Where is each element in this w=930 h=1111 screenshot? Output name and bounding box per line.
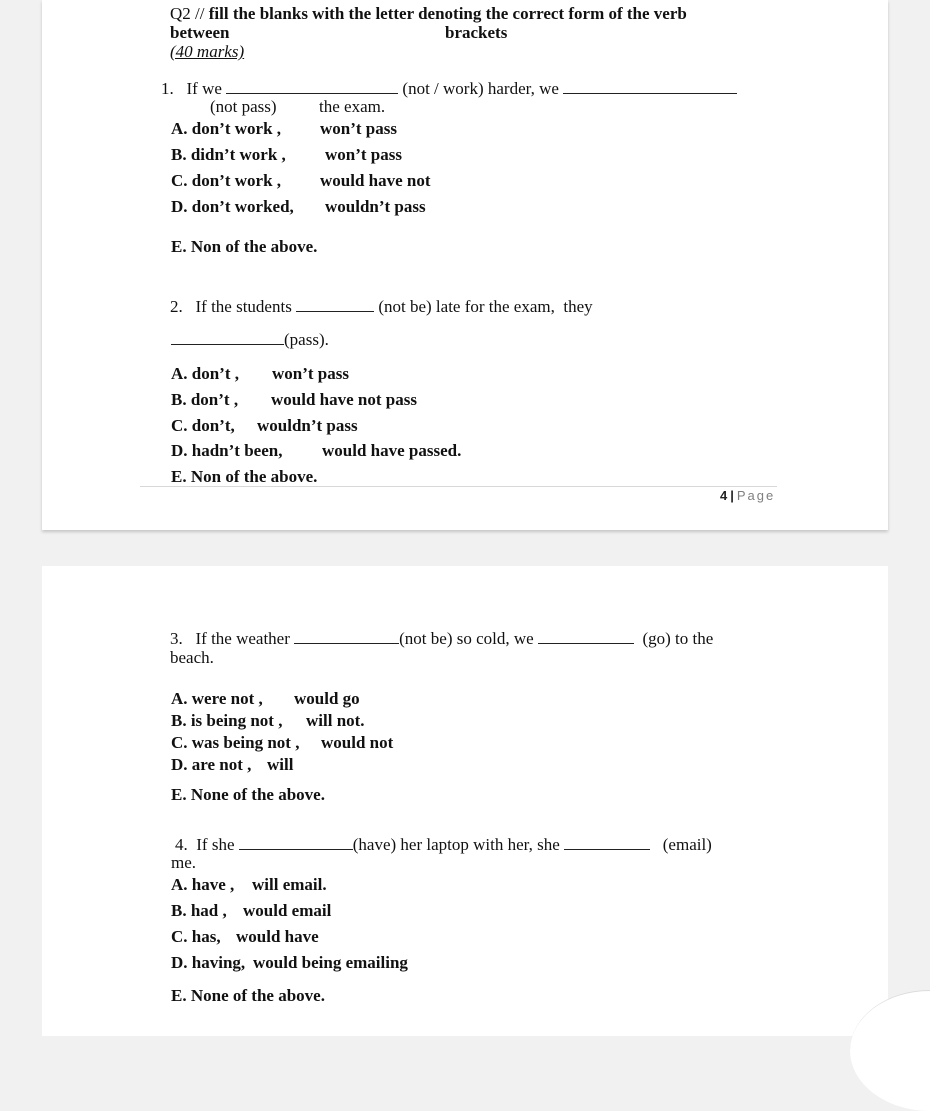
document-page-4 — [42, 0, 888, 530]
option-b[interactable]: B. is being not , — [171, 711, 283, 730]
option-b-right: will not. — [306, 711, 365, 730]
option-b[interactable]: B. don’t , — [171, 390, 239, 409]
option-d[interactable]: D. having, — [171, 953, 246, 972]
answer-blank — [538, 629, 634, 644]
option-a[interactable]: A. have , — [171, 875, 235, 894]
heading-brackets: brackets — [445, 23, 508, 42]
question-text: they — [563, 297, 593, 316]
question-hint: (not pass) — [210, 97, 277, 116]
question-hint: (pass). — [284, 330, 329, 349]
option-b-right: would email — [243, 901, 332, 920]
answer-blank — [171, 330, 284, 345]
question-text: (have) her laptop with her, she — [352, 835, 560, 854]
footer-divider — [140, 486, 777, 487]
option-c[interactable]: C. don’t, — [171, 416, 235, 435]
option-b-right: would have not pass — [271, 390, 417, 409]
option-e[interactable]: E. Non of the above. — [171, 237, 318, 256]
question-text: If the weather — [195, 629, 290, 648]
question-text: me. — [171, 853, 197, 872]
option-d[interactable]: D. are not , — [171, 755, 252, 774]
option-c[interactable]: C. has, — [171, 927, 221, 946]
option-b-right: won’t pass — [325, 145, 402, 164]
option-a[interactable]: A. don’t , — [171, 364, 240, 383]
question-2-stem — [170, 297, 593, 316]
option-d-right: would have passed. — [322, 441, 462, 460]
answer-blank — [226, 79, 398, 94]
option-c-right: would not — [321, 733, 394, 752]
option-c[interactable]: C. was being not , — [171, 733, 300, 752]
question-text: If we — [186, 79, 222, 98]
answer-blank — [296, 297, 374, 312]
heading-between: between — [170, 23, 230, 42]
option-e[interactable]: E. Non of the above. — [171, 467, 318, 486]
question-3-stem — [170, 629, 713, 648]
question-text: the exam. — [319, 97, 386, 116]
question-1-stem — [161, 79, 737, 98]
document-page-5 — [42, 566, 888, 1036]
option-e[interactable]: E. None of the above. — [171, 785, 325, 804]
question-text: (go) to the — [642, 629, 714, 648]
question-heading — [170, 4, 687, 23]
option-d[interactable]: D. hadn’t been, — [171, 441, 283, 460]
option-a[interactable]: A. were not , — [171, 689, 263, 708]
option-c-right: would have not — [320, 171, 431, 190]
option-c-right: would have — [236, 927, 319, 946]
page-number: 4 | Page — [720, 488, 776, 503]
question-2-line-2 — [171, 330, 329, 349]
option-c-right: wouldn’t pass — [257, 416, 358, 435]
question-title: fill the blanks with the letter denoting the correct form of the verb — [208, 4, 687, 23]
marks-label: (40 marks) — [170, 42, 245, 61]
answer-blank — [564, 835, 650, 850]
question-text: (not be) late for the exam, — [378, 297, 555, 316]
question-number: 4. — [175, 835, 188, 854]
option-a-right: won’t pass — [272, 364, 349, 383]
option-a-right: would go — [294, 689, 360, 708]
option-d-right: will — [267, 755, 294, 774]
question-label: Q2 // — [170, 4, 205, 23]
question-text: (not be) so cold, we — [399, 629, 534, 648]
option-b[interactable]: B. had , — [171, 901, 227, 920]
option-b[interactable]: B. didn’t work , — [171, 145, 286, 164]
question-text: (email) — [662, 835, 712, 854]
option-c[interactable]: C. don’t work , — [171, 171, 282, 190]
answer-blank — [294, 629, 399, 644]
question-text: If the students — [195, 297, 292, 316]
question-4-stem — [175, 835, 712, 854]
question-text: If she — [196, 835, 235, 854]
question-number: 3. — [170, 629, 183, 648]
question-text: (not / work) harder, we — [402, 79, 559, 98]
option-d[interactable]: D. don’t worked, — [171, 197, 294, 216]
answer-blank — [563, 79, 737, 94]
option-e[interactable]: E. None of the above. — [171, 986, 325, 1005]
question-number: 1. — [161, 79, 174, 98]
question-text: beach. — [170, 648, 214, 667]
option-a[interactable]: A. don’t work , — [171, 119, 282, 138]
option-d-right: wouldn’t pass — [325, 197, 426, 216]
option-a-right: will email. — [252, 875, 327, 894]
question-number: 2. — [170, 297, 183, 316]
option-a-right: won’t pass — [320, 119, 397, 138]
answer-blank — [239, 835, 353, 850]
option-d-right: would being emailing — [253, 953, 408, 972]
